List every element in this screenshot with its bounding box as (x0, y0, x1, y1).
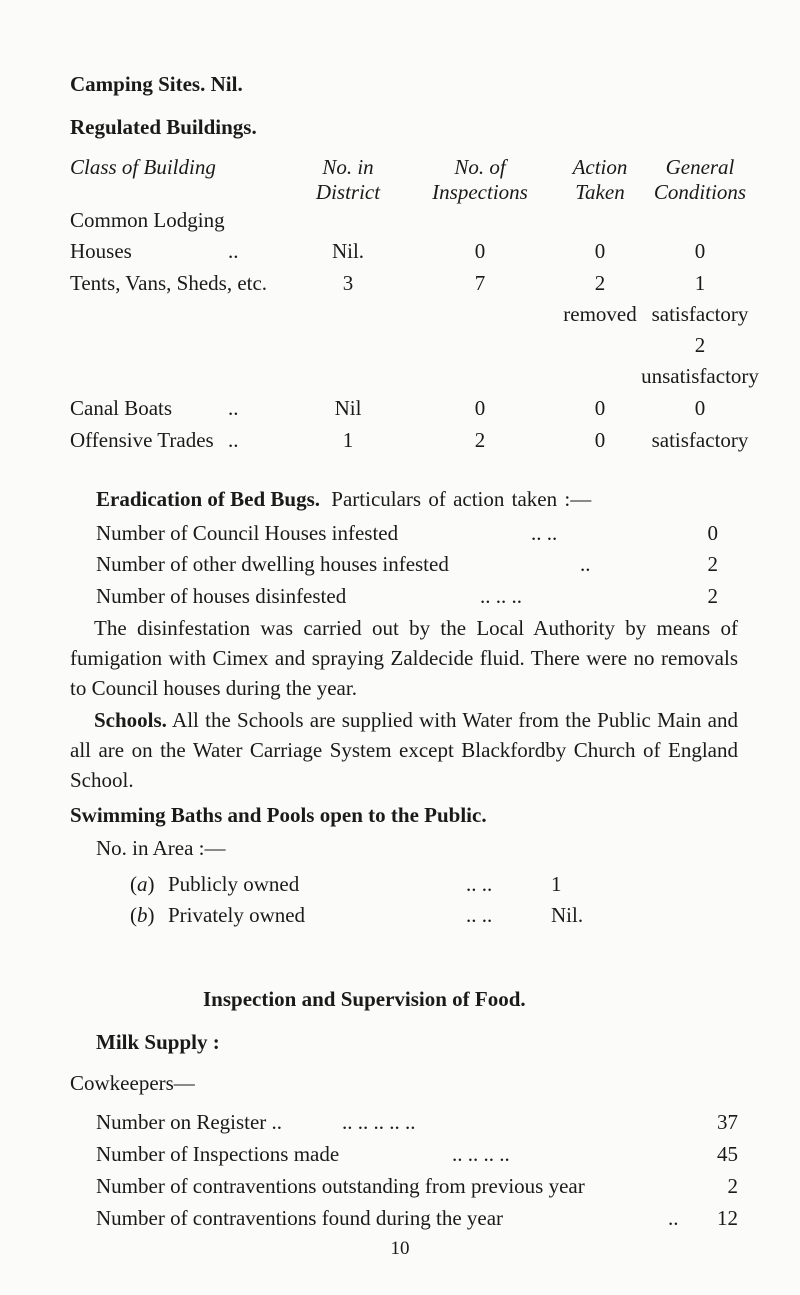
row-common-lodging-name-2: Houses (70, 239, 132, 263)
row-common-lodging-district: Nil. (331, 239, 365, 263)
bed-bugs-heading-line (96, 487, 591, 512)
cowkeepers-item-value: 2 (727, 1174, 738, 1198)
row-canal-boats-action: 0 (594, 396, 606, 420)
cowkeepers-item-label: Number of Inspections made (96, 1142, 340, 1166)
row-canal-boats-name: Canal Boats (70, 396, 173, 420)
row-offensive-trades-district: 1 (342, 428, 354, 452)
row-canal-boats-dots: .. (228, 396, 239, 420)
cowkeepers-item-dots: .. .. .. .. (452, 1142, 510, 1166)
bed-bugs-intro: Particulars of action taken :— (331, 487, 592, 511)
swimming-item-letter: (a) (130, 872, 155, 896)
row-tents-inspections: 7 (474, 271, 486, 295)
row-common-lodging-name-1: Common Lodging (70, 208, 225, 232)
row-tents-conditions-4: unsatisfactory (641, 364, 759, 388)
bed-bugs-item-dots: .. .. (531, 521, 558, 545)
row-offensive-trades-action: 0 (594, 428, 606, 452)
row-offensive-trades-name: Offensive Trades (70, 428, 214, 452)
swimming-item-letter: (b) (130, 903, 155, 927)
row-common-lodging-dots: .. (228, 239, 239, 263)
bed-bugs-item-dots: .. .. .. (480, 584, 522, 608)
row-common-lodging-action: 0 (594, 239, 606, 263)
col-header-class: Class of Building (70, 155, 216, 179)
bed-bugs-item-value: 2 (707, 584, 718, 608)
row-tents-district: 3 (342, 271, 354, 295)
bed-bugs-item-value: 0 (707, 521, 718, 545)
col-header-action: Action Taken (572, 155, 628, 205)
milk-supply-heading: Milk Supply : (96, 1030, 220, 1054)
bed-bugs-item-label: Number of houses disinfested (96, 584, 347, 608)
row-common-lodging-inspections: 0 (474, 239, 486, 263)
cowkeepers-item-label: Number of contraventions outstanding from previous year (96, 1174, 585, 1198)
row-tents-action-2: removed (563, 302, 637, 326)
bed-bugs-item-dots: .. (580, 552, 591, 576)
schools-paragraph (70, 705, 738, 795)
cowkeepers-item-value: 45 (717, 1142, 738, 1166)
swimming-item-label: Privately owned (168, 903, 306, 927)
bed-bugs-paragraph: The disinfestation was carried out by the Local Authority by means of fumigation with Cimex and spraying Zaldecide fluid. There were no removals to Council houses during the year. (70, 616, 738, 700)
row-tents-name: Tents, Vans, Sheds, etc. (70, 271, 268, 295)
row-tents-conditions-2: satisfactory (651, 302, 749, 326)
row-offensive-trades-conditions: satisfactory (651, 428, 749, 452)
swimming-item-label: Publicly owned (168, 872, 300, 896)
regulated-buildings-heading: Regulated Buildings. (70, 115, 257, 139)
row-canal-boats-inspections: 0 (474, 396, 486, 420)
swimming-subheading: No. in Area :— (96, 836, 226, 860)
cowkeepers-item-dots: .. (668, 1206, 679, 1230)
cowkeepers-item-value: 12 (717, 1206, 738, 1230)
cowkeepers-label: Cowkeepers— (70, 1071, 195, 1095)
swimming-item-dots: .. .. (466, 903, 493, 927)
swimming-item-value: 1 (551, 872, 562, 896)
col-header-district: No. in District (315, 155, 381, 205)
bed-bugs-item-label: Number of other dwelling houses infested (96, 552, 449, 576)
cowkeepers-item-value: 37 (717, 1110, 738, 1134)
bed-bugs-heading: Eradication of Bed Bugs. (96, 487, 321, 511)
swimming-heading: Swimming Baths and Pools open to the Public. (70, 803, 487, 827)
row-canal-boats-district: Nil (334, 396, 362, 420)
cowkeepers-item-dots: .. .. .. .. .. (342, 1110, 416, 1134)
cowkeepers-item-label: Number on Register .. (96, 1110, 283, 1134)
col-header-inspections: No. of Inspections (432, 155, 528, 205)
row-tents-action-1: 2 (594, 271, 606, 295)
camping-sites-value: Nil. (210, 72, 243, 96)
schools-heading: Schools. (94, 708, 167, 732)
row-tents-conditions-3: 2 (694, 333, 706, 357)
bed-bugs-item-value: 2 (707, 552, 718, 576)
cowkeepers-item-label: Number of contraventions found during the year (96, 1206, 504, 1230)
swimming-item-value: Nil. (551, 903, 584, 927)
page-number: 10 (390, 1238, 410, 1259)
row-offensive-trades-inspections: 2 (474, 428, 486, 452)
bed-bugs-item-label: Number of Council Houses infested (96, 521, 399, 545)
schools-text: All the Schools are supplied with Water from the Public Main and all are on the Water Carriage System except Blackfordby Church of England School. (70, 708, 739, 792)
food-heading: Inspection and Supervision of Food. (203, 987, 526, 1011)
row-offensive-trades-dots: .. (228, 428, 239, 452)
row-tents-conditions-1: 1 (694, 271, 706, 295)
swimming-item-dots: .. .. (466, 872, 493, 896)
camping-sites-heading: Camping Sites. (70, 72, 206, 96)
row-common-lodging-conditions: 0 (694, 239, 706, 263)
camping-sites-line (70, 72, 243, 97)
row-canal-boats-conditions: 0 (694, 396, 706, 420)
col-header-conditions: General Conditions (653, 155, 747, 205)
